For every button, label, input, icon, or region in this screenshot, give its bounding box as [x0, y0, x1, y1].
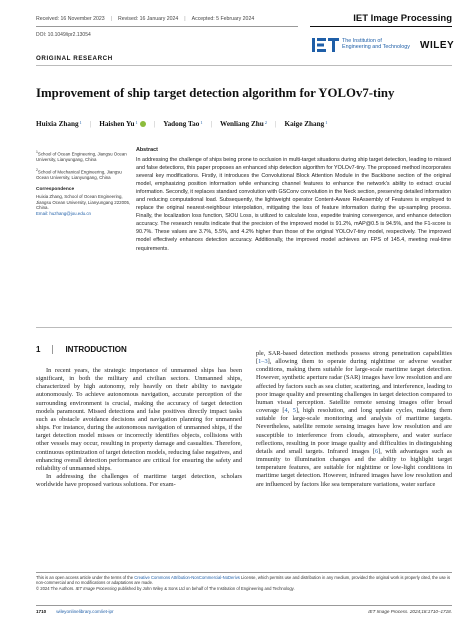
affiliation — [36, 168, 132, 181]
affiliation-text: School of Ocean Engineering, Jiangsu Ocean University, Lianyungang, China — [36, 151, 127, 163]
journal-url[interactable]: wileyonlinelibrary.com/iet-ipr — [56, 609, 114, 614]
paragraph-text: ple, SAR-based detection methods possess strong penetration capabilities [ — [256, 350, 452, 366]
author[interactable] — [285, 120, 328, 128]
abstract-text: In addressing the challenge of ships being prone to occlusion in multi-target situations during ship target detection, leading to missed and false detections, this paper proposes an enhanced ship detection algorithm for YOLOv7-tiny. The proposed method incorporates several key modifications. Firstly, it introduces the Convolutional Block Attention Module in the Backbone section of the original model, emphasizing position information while enhancing channel features to enhance the network's ability to extract crucial information. Secondly, it replaces standard convolution with GSConv convolution in the Neck section, preserving detailed information and reducing computational load. Subsequently, the lightweight operator Content-Aware ReAssembly of Features is employed to replace the original nearest-neighbour interpolation, mitigating the loss of feature information during the up-sampling process. Finally, the localization loss function, SIOU Loss, is utilized to calculate loss, expedite training convergence, and enhance detection accuracy. The research results indicate that the precision of the improved model is 91.2%, mAP@0.5 is 94.5%, and the F1-score is 90.7%. These values are 3.7%, 5.5%, and 4.2% higher than those of the original YOLOv7-tiny model, respectively. The improved model effectively enhances detection accuracy. Additionally, the improved model achieves an FPS of 145.4, meeting real-time requirements. — [136, 157, 451, 252]
body-column-left — [36, 367, 242, 489]
paragraph: In addressing the challenges of maritime target detection, scholars worldwide have proposed various solutions. For exam- — [36, 473, 242, 489]
license-footnote — [36, 575, 454, 591]
paragraph-text: ], high resolution, and long update cycles, making them suitable for large-scale monitoring and analysis of maritime targets. Nevertheless, satellite remote sensing images have low resolution and are susceptible to interference from clouds, atmosphere, and water surface reflections, resulting in poor image quality and difficulties in distinguishing details and small targets. Infrared images [ — [256, 407, 453, 455]
abstract-heading: Abstract — [136, 147, 158, 153]
section-title: INTRODUCTION — [65, 345, 127, 354]
copyright-line — [36, 586, 454, 591]
section-heading-bar — [52, 345, 53, 354]
author[interactable] — [163, 120, 220, 128]
copyright-journal: IET Image Processing — [75, 585, 117, 591]
institution-line-2: Engineering and Technology — [342, 44, 410, 51]
section-rule — [36, 65, 452, 66]
section-heading — [36, 345, 127, 354]
author-affiliation-sup: 1 — [325, 120, 328, 125]
article-dates — [36, 16, 296, 22]
orcid-icon[interactable] — [140, 121, 146, 127]
correspondence-address: Huixia Zhang, School of Ocean Engineering, Jiangsu Ocean University, Lianyungang 222005, China. — [36, 194, 131, 211]
citation-link[interactable]: 4 — [284, 407, 288, 415]
citation-link[interactable]: 6 — [374, 447, 379, 455]
date-separator: | — [110, 16, 112, 22]
correspondence-heading: Correspondence — [36, 187, 75, 192]
institution-line-1: The Institution of — [342, 38, 382, 44]
author-affiliation-sup: 1 — [200, 120, 203, 125]
author-divider: | — [89, 120, 92, 128]
citation-link[interactable]: 5 — [292, 407, 296, 415]
author-name: Yadong Tao — [163, 120, 200, 128]
paragraph: In recent years, the strategic importance of unmanned ships has been significant, in both the military and civilian sectors. Unmanned ships, characterized by high autonomy, rely heavily on their ability to navigate autonomously. To achieve autonomous navigation, accurate perception of the surrounding environment is crucial, making the accuracy of target detection models paramount. Missed detections and false positives directly impact tasks such as obstacle avoidance decisions and navigation planning for unmanned ships. For instance, during the autonomous navigation of unmanned ships, if the target detection model misses or incorrectly identifies objects, collisions with other vessels may occur, resulting in property damage and casualties. Therefore, continuous optimization of target detection models, reducing false negatives, and enhancing overall detection performance are critical for ensuring the safety and reliability of unmanned ships. — [36, 367, 242, 472]
affiliation-sup: 1 — [36, 150, 38, 154]
license-link[interactable]: Creative Commons Attribution-NonCommercial-NoDerivs — [134, 575, 240, 580]
copyright-text: published by John Wiley & Sons Ltd on behalf of The Institution of Engineering and Technology. — [116, 585, 295, 591]
license-text: This is an open access article under the terms of the — [36, 575, 135, 580]
header-rule — [36, 26, 298, 27]
affiliation — [36, 150, 132, 163]
author[interactable] — [99, 120, 163, 128]
correspondence-body — [36, 194, 134, 216]
page-footer-left — [36, 609, 114, 614]
affiliation-sup: 2 — [36, 168, 38, 172]
author-affiliation-sup: 2 — [264, 120, 268, 125]
author[interactable] — [36, 120, 99, 128]
citation-link[interactable]: 1–3 — [258, 358, 268, 366]
license-text: License, which permits use and distribution in any medium, provided the original work is properly cited, the use is non-commercial and no modifications or adaptations are made. — [36, 575, 451, 586]
journal-name[interactable]: IET Image Processing — [353, 13, 452, 24]
page-citation: IET Image Process. 2024;18:1710–1718. — [368, 609, 452, 614]
page-footer-rule — [36, 605, 452, 606]
body-column-right — [256, 350, 452, 489]
article-title: Improvement of ship target detection algorithm for YOLOv7-tiny — [36, 86, 395, 100]
paragraph — [256, 350, 452, 489]
publisher-logo[interactable]: WILEY — [420, 40, 455, 51]
date-separator: | — [184, 16, 186, 22]
author-divider: | — [153, 120, 156, 128]
header-rule-journal — [310, 26, 452, 27]
iet-logo-icon — [312, 36, 340, 54]
body-rule — [36, 327, 452, 328]
copyright-text: © 2024 The Authors. — [36, 585, 76, 591]
revised-date: Revised: 16 January 2024 — [118, 16, 179, 22]
author[interactable] — [220, 120, 284, 128]
author-divider: | — [210, 120, 213, 128]
section-number: 1 — [36, 345, 41, 354]
author-affiliation-sup: 1 — [79, 120, 82, 125]
author-name: Haishen Yu — [99, 120, 135, 128]
correspondence-email[interactable]: Email: huzhang@jou.edu.cn — [36, 210, 91, 216]
author-list — [36, 120, 456, 128]
doi[interactable]: DOI: 10.1049/ipr2.13054 — [36, 32, 91, 38]
author-affiliation-sup: 1 — [135, 120, 138, 125]
author-divider: | — [275, 120, 277, 128]
author-name: Kaige Zhang — [284, 120, 325, 128]
paragraph-text: ], with advantages such as immunity to illumination changes and the ability to highlight target temperature features, are suitable for nighttime or low-light conditions in maritime target detection. However, infrared images have low resolution and are influenced by factors like sea temperature variations, water surface — [256, 447, 452, 488]
accepted-date: Accepted: 5 February 2024 — [191, 16, 255, 22]
author-name: Wenliang Zhu — [220, 120, 264, 128]
received-date: Received: 16 November 2023 — [36, 16, 105, 22]
footnote-rule — [36, 572, 452, 573]
license-line — [36, 575, 454, 586]
affiliation-text: School of Mechanical Engineering, Jiangsu Ocean University, Lianyungang, China — [36, 169, 122, 181]
author-name: Huixia Zhang — [36, 120, 79, 128]
page-number: 1710 — [36, 609, 47, 614]
section-tag: ORIGINAL RESEARCH — [36, 55, 113, 62]
paragraph-text: ], allowing them to operate during nighttime or adverse weather conditions, making them suitable for large-scale maritime target detection. However, synthetic aperture radar (SAR) images have low resolution and are affected by factors such as sea clutter, scattering, and interference, leading to poor image quality and presenting challenges in target detection compared to human visual perception. Satellite remote sensing images offer broad coverage [ — [256, 358, 452, 415]
institution-name — [342, 38, 432, 51]
paragraph-text: , — [287, 407, 293, 415]
